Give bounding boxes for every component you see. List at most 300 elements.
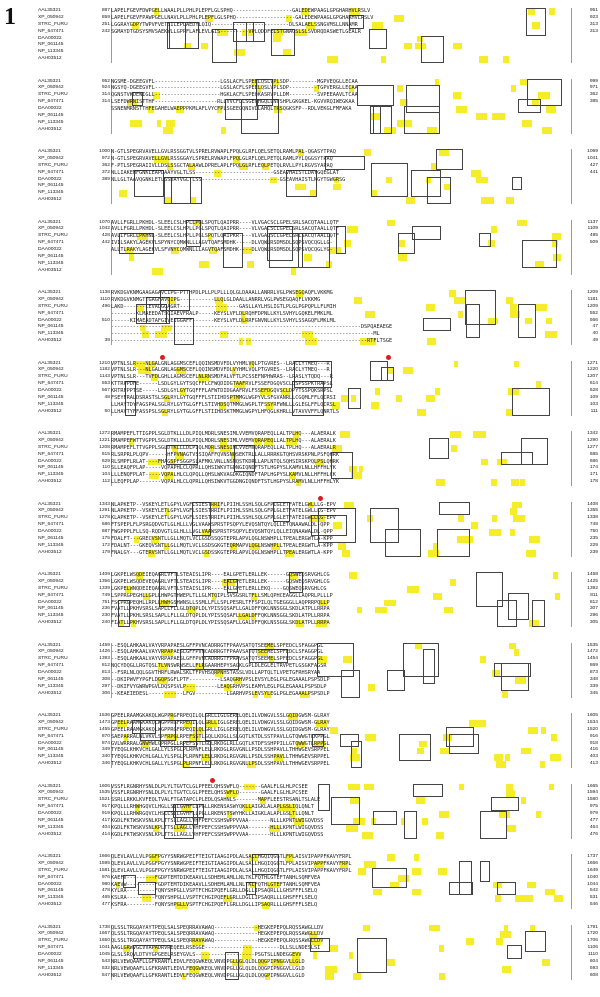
start-position: 175 bbox=[101, 535, 110, 541]
start-position: 1606 bbox=[99, 783, 110, 789]
start-position-column bbox=[88, 361, 110, 416]
start-position: 1650 bbox=[99, 938, 110, 944]
sequence-id-column bbox=[38, 502, 94, 557]
sequence-row: ------------------------------------------------------------------------------------ML bbox=[111, 331, 380, 338]
sequence-id: NP_061145 bbox=[38, 112, 64, 118]
sequence-column bbox=[111, 8, 571, 63]
sequence-row: LSEFDWRNISTTHF--------------------RLLVVCFLLSGEGHGQLLNVSHPLGKGKEL-KGVVRQIWEGKAA bbox=[111, 99, 355, 106]
sequence-id: NP_647471 bbox=[38, 733, 64, 739]
alignment-block bbox=[0, 431, 600, 486]
end-position: 49 bbox=[592, 338, 598, 344]
end-position: 1209 bbox=[587, 290, 598, 295]
sequence-id: NP_647471 bbox=[38, 592, 64, 598]
sequence-id: NP_113345 bbox=[38, 119, 64, 125]
end-position: 1706 bbox=[587, 938, 598, 944]
sequence-column bbox=[111, 361, 571, 416]
sequence-row bbox=[111, 190, 571, 197]
end-position: 604 bbox=[589, 958, 598, 964]
start-position: 1045 bbox=[99, 952, 110, 958]
sequence-row: NRLVEWQAAFLLGFKRANTLEDVLFEQGWKEQLVNVDPGLLGLQLDLQQGPIPNGGVLLGLD bbox=[111, 965, 305, 972]
end-position: 1520 bbox=[587, 726, 598, 732]
sequence-id: NP_647471 bbox=[38, 451, 64, 457]
sequence-row: KGDLFKTWSKVSNLKPLTTSLLAGLLVHFPEFCSSHSWPPVVAA-------HLLLKPNTLWIGQVDSS bbox=[111, 831, 324, 838]
end-position bbox=[574, 120, 598, 127]
sequence-id: NP_647471 bbox=[38, 310, 64, 316]
end-position: 1044 bbox=[587, 881, 598, 887]
end-position: 628 bbox=[589, 388, 598, 394]
sequence-column bbox=[111, 431, 571, 486]
sequence-id: STRC_FURU bbox=[38, 726, 68, 732]
sequence-id: NP_061145 bbox=[38, 606, 64, 612]
alignment-block bbox=[0, 854, 600, 909]
start-position: 629 bbox=[101, 458, 110, 464]
end-position bbox=[574, 49, 598, 56]
start-position bbox=[88, 49, 110, 56]
end-position bbox=[574, 36, 598, 43]
end-position bbox=[574, 56, 598, 63]
block-guide-line bbox=[571, 784, 572, 839]
sequence-row: FNALGY---GTERVSNTLLGLLMQTLVCLGSDSSKGTEPRLAPVLQGLNSWHPLLTPEALERGWTLA-KPP bbox=[111, 549, 333, 556]
end-position: 1665 bbox=[587, 783, 598, 789]
block-guide-line bbox=[571, 149, 572, 204]
end-position: 686 bbox=[589, 458, 598, 464]
sequence-row: KPQLLLRHWHGQVCLHGLLSLLGVHFLLPGLLRKENSASWYQKLLAIGKLALAPLGSLIQLQNLT bbox=[111, 804, 315, 811]
end-position: 748 bbox=[589, 522, 598, 528]
sequence-row: SAEPARRALWLVKVLSPFRPGLRPEFSSTLGQLLKDGLLSLGQTLKTDLSSTPAVLLGTQWWGTLKPPGL bbox=[111, 733, 330, 740]
block-guide-line bbox=[571, 79, 572, 134]
block-guide-line bbox=[571, 290, 572, 345]
sequence-id: AAL35321 bbox=[38, 8, 61, 13]
sequence-row: GPEELRAAMGKAKQLWGPPRGFRPEQILQLGRLLIGLGERELQELILVDWGVLSSLGQIDGWSM-GLRAY bbox=[111, 719, 330, 726]
end-position: 979 bbox=[589, 811, 598, 817]
sequence-id-column bbox=[38, 220, 94, 275]
start-position bbox=[88, 190, 110, 197]
sequence-row: NQCYDQGLLRGTQSLTLVNSWRNSELLFLRGAARHEPYSAGKLGPLDLEGLELTRVPETLGSGKFAGSR bbox=[111, 663, 327, 670]
start-position: 314 bbox=[101, 99, 110, 105]
end-position: 307 bbox=[589, 606, 598, 612]
sequence-id: AAH03512 bbox=[38, 972, 62, 978]
sequence-row: NRLVEWQAAFLLGFKRANTLEDVLFEQGWKEQLVNVDPGLLGLQLDLQQGPIPNGGVLLGLD bbox=[111, 958, 305, 965]
start-position: 1278 bbox=[99, 515, 110, 521]
end-position: 1425 bbox=[587, 578, 598, 584]
alignment-block bbox=[0, 502, 600, 557]
sequence-id: STRC_FURU bbox=[38, 797, 68, 803]
end-position-column bbox=[574, 220, 598, 275]
start-position bbox=[88, 254, 110, 261]
sequence-id: AAL35321 bbox=[38, 78, 61, 84]
sequence-row: QGNSTVKDEWIGLL---------------------HGKLACFLSPEQKASRVPLLDM---------SVPEEAAVLTCAA bbox=[111, 92, 358, 99]
end-position: 542 bbox=[589, 888, 598, 894]
sequence-id: NP_061145 bbox=[38, 42, 64, 48]
sequence-id: STRC_FURU bbox=[38, 21, 68, 27]
sequence-id: NP_113345 bbox=[38, 260, 64, 266]
end-position bbox=[574, 42, 598, 49]
sequence-row: QLSSLTRGQAYAYTPEQLSALSPEQRRAVAWAQ--------------HEGKEPEPQLRQSSAWGLLDV bbox=[111, 931, 324, 938]
sequence-id: DAA00022 bbox=[38, 388, 62, 394]
sequence-row bbox=[111, 254, 571, 261]
start-position: 952 bbox=[101, 78, 110, 84]
sequence-row: --ESQLAHKAALVAYVRPAPAESLGFFPVNCADRRGTFPAAVSATQTSEEMELSPFEDCLSFAGGPGL bbox=[111, 642, 324, 649]
sequence-id: AAH03512 bbox=[38, 761, 62, 767]
alignment-block bbox=[0, 149, 600, 204]
start-position: 1070 bbox=[99, 219, 110, 225]
sequence-column bbox=[111, 854, 571, 909]
end-position bbox=[574, 177, 598, 184]
start-position: 1666 bbox=[99, 854, 110, 859]
sequence-row bbox=[111, 268, 571, 275]
start-position: 1110 bbox=[99, 296, 110, 302]
sequence-row: FVATLLPKHLSRSLSAPLLFLLGLDTQPLDLYPISSQSAFLLGALDFFQKLNNSGGLSKDLATPLLRRPA bbox=[111, 613, 330, 620]
sequence-id-column bbox=[38, 854, 94, 909]
sequence-id: NP_113345 bbox=[38, 613, 64, 619]
start-position bbox=[88, 331, 110, 338]
sequence-row bbox=[111, 183, 571, 190]
end-position: 239 bbox=[589, 549, 598, 555]
end-position: 1109 bbox=[587, 226, 598, 232]
sequence-row: KYLRA---------FQNYSHPGLLVSPTFCHGIPQEFLGRLLDGLLIPSAQRLLLGHSFFFLSELQ bbox=[111, 888, 318, 895]
end-position: 305 bbox=[589, 620, 598, 626]
sequence-id-column bbox=[38, 925, 94, 980]
start-position: 1221 bbox=[99, 437, 110, 443]
end-position: 1040 bbox=[587, 874, 598, 880]
sequence-id: STRC_FURU bbox=[38, 162, 68, 168]
end-position: 348 bbox=[589, 676, 598, 682]
sequence-id: NP_647471 bbox=[38, 28, 64, 34]
end-position: 1791 bbox=[587, 924, 598, 930]
cysteine-marker-dot bbox=[210, 778, 215, 783]
sequence-id: AAH03512 bbox=[38, 338, 62, 344]
sequence-id: STRC_FURU bbox=[38, 515, 68, 521]
end-position-column bbox=[574, 854, 598, 909]
sequence-id: NP_061145 bbox=[38, 535, 64, 541]
sequence-id: XP_050942 bbox=[38, 437, 64, 443]
end-position: 174 bbox=[589, 465, 598, 471]
end-position: 427 bbox=[589, 162, 598, 168]
start-position-column bbox=[88, 572, 110, 627]
start-position: 1667 bbox=[99, 931, 110, 937]
sequence-id: NP_113345 bbox=[38, 824, 64, 830]
start-position bbox=[88, 324, 110, 331]
sequence-id: NP_061145 bbox=[38, 253, 64, 259]
sequence-row: SGMAYDTGDSYSMVSAEKWLLGPPFLAFLEVLGIS---------VPLQDDFELSTGNAGSLSLSVDRQDASWETLGEALR bbox=[111, 28, 361, 35]
end-position: 477 bbox=[589, 817, 598, 823]
sequence-row: LLEQFPLAP-------VQPALHLCLQPRLLQHSIWKVTGGDNGIQNDFTSTLHGPYSLRAMVLNLLHFFHLYK bbox=[111, 479, 339, 486]
end-position: 416 bbox=[589, 747, 598, 753]
end-position bbox=[574, 268, 598, 275]
sequence-id: STRC_FURU bbox=[38, 233, 68, 239]
sequence-row: F-PTLSPEGRAIIVLLDSLSSGCTALAAWLDPRELAPLFPQLGLRFLEQLPETQLRVLLPYLRGVSYAPAQ bbox=[111, 162, 333, 169]
sequence-row: RLSMPFLRLAT----FHAGSPFSGGPSLAFMKLVNLLNSNQSTKDRLLAPLNTQLSQHSIRSKPQLPSLQHRK bbox=[111, 458, 339, 465]
end-position: 103 bbox=[589, 401, 598, 407]
start-position: 346 bbox=[101, 761, 110, 767]
end-position: 413 bbox=[589, 761, 598, 767]
sequence-id: NP_647471 bbox=[38, 99, 64, 105]
end-position: 1534 bbox=[587, 719, 598, 725]
end-position: 1594 bbox=[587, 790, 598, 796]
start-position: 442 bbox=[101, 240, 110, 246]
sequence-row: LGGRAYGDPYTWPVFVETSILEPLAEDYLQIQ-------------------------DLSALAELSSNGVMSLLNNAMR bbox=[111, 21, 358, 28]
alignment-block bbox=[0, 925, 600, 980]
sequence-id: AAH03512 bbox=[38, 902, 62, 908]
start-position: 813 bbox=[101, 670, 110, 676]
start-position: 50 bbox=[104, 408, 110, 414]
start-position: 1339 bbox=[99, 585, 110, 591]
sequence-row: --KEAEIEDESL-----------LFGV----------LGARHVPSLEVSYLEGLPGLEGAAALPSPSDLP bbox=[111, 690, 330, 697]
sequence-id: AAL35321 bbox=[38, 572, 61, 577]
sequence-id-column bbox=[38, 8, 94, 63]
sequence-row: N-GTLSPEGRVAVELLGVLRSSGGTVLSPRELRVWAPLFPQLGLRFLQELSETQLRAMLPAL-QGASYTPAQ bbox=[111, 149, 336, 155]
start-position: 1473 bbox=[99, 719, 110, 725]
sequence-id: NP_113345 bbox=[38, 895, 64, 901]
sequence-id-column bbox=[38, 79, 94, 134]
sequence-row bbox=[111, 197, 571, 204]
end-position: 385 bbox=[589, 99, 598, 105]
sequence-row: --ESQLAHKAALVAYVRPAPAESLGFFPVNCADRRGTFPAAVSATQTSEEMELSPFEDCLSFAGGPGL bbox=[111, 656, 324, 663]
end-position: 313 bbox=[589, 21, 598, 27]
sequence-row: GPEELRAAMGKAKQLWGPPRGFRPEQILQLGRLLIGLGERELQELILVDWGVLSSLGQIDGWSM-GLRAY bbox=[111, 713, 330, 719]
end-position: 111 bbox=[590, 408, 598, 414]
start-position-column bbox=[88, 713, 110, 768]
start-position: 372 bbox=[101, 169, 110, 175]
sequence-row: --------KLMAEEDATSGIAEVFRALP-----KEYSLVFLDLRQHFDPNLLKYLSVHYLGQKELFMKLML bbox=[111, 310, 333, 317]
sequence-id-column bbox=[38, 361, 94, 416]
start-position-column bbox=[88, 854, 110, 909]
start-position: 615 bbox=[101, 451, 110, 457]
sequence-id: AAL35321 bbox=[38, 219, 61, 225]
start-position: 1595 bbox=[99, 860, 110, 866]
sequence-row: ALLTLRAKYLAGEKVLSFVNYCQMWNLLLAGVTQAFSMDHK----DLVQWLRSDMSDLSQPSVQCQGLYG- bbox=[111, 247, 333, 254]
sequence-id: NP_113345 bbox=[38, 683, 64, 689]
end-position: 1181 bbox=[587, 296, 598, 302]
sequence-row: --------------------------------------------------------------------------------DSPQAEAEGE bbox=[111, 324, 393, 331]
start-position: 1000 bbox=[99, 149, 110, 154]
start-position: 1143 bbox=[99, 374, 110, 380]
start-position: 48 bbox=[104, 394, 110, 400]
sequence-row: FDALNT---GKEQVSNTLLGLLMQTLVCLGSDSGKGTEQRMAPVLQGLNSWHPLLTPEALERGWTLA-KPP bbox=[111, 542, 333, 549]
sequence-id: AAL35321 bbox=[38, 149, 61, 154]
sequence-row: KRTRFPPTSE-----LSDLGYLGYTGQFFFLAFWTDIDGAAFRVLFSSEFDGQVSCLDPYTSSPQKSRPSL bbox=[111, 388, 333, 395]
sequence-id: XP_050942 bbox=[38, 296, 64, 302]
sequence-id: STRC_FURU bbox=[38, 938, 68, 944]
sequence-row: RVKDGVKNMGTTGAGFAVCIPG-----------LLQLGLDAALLANRRLVGLPWSEGQAQFLVKKMG bbox=[111, 296, 321, 303]
sequence-id: AAH03512 bbox=[38, 126, 62, 132]
alignment-block bbox=[0, 713, 600, 768]
sequence-id: AAH03512 bbox=[38, 690, 62, 696]
sequence-row: ----------------------------------------------------------------------------------RTFLTSGE bbox=[111, 338, 393, 345]
sequence-id: NP_061145 bbox=[38, 394, 64, 400]
sequence-row: KAEFV---------FGDPTEMTDIKEAAVLLSDHEMLAMLLNLTKLFQTHLGTEFTANHLSQMFVEA bbox=[111, 874, 321, 881]
sequence-column bbox=[111, 79, 571, 134]
alignment-block bbox=[0, 361, 600, 416]
sequence-id: XP_050942 bbox=[38, 790, 64, 796]
sequence-id-column bbox=[38, 290, 94, 345]
block-guide-line bbox=[571, 713, 572, 768]
sequence-column bbox=[111, 784, 571, 839]
block-guide-line bbox=[571, 361, 572, 416]
sequence-row: QLEVLAVLLVLPGGFPGYYSNRWGPEIFTEIGTIAAGIPDLALSALLHGQIQGGTLFPLAISVIPAPPFKAVYFRPL bbox=[111, 867, 352, 874]
sequence-id: XP_050942 bbox=[38, 860, 64, 866]
sequence-row: NLLGLTAAVQGNKLETLSSDAYVGLTLSS-------------------------GSEAVHAISTLNGYTGWGRSG bbox=[111, 176, 346, 183]
alignment-block bbox=[0, 290, 600, 345]
sequence-id: XP_050942 bbox=[38, 85, 64, 91]
start-position: 812 bbox=[101, 663, 110, 669]
end-position: 1355 bbox=[587, 508, 598, 514]
end-position: 1472 bbox=[587, 649, 598, 655]
sequence-row bbox=[111, 127, 571, 134]
end-position: 1137 bbox=[587, 219, 598, 225]
sequence-id: XP_050942 bbox=[38, 719, 64, 725]
alignment-block bbox=[0, 79, 600, 134]
end-position: 403 bbox=[589, 754, 598, 760]
start-position: 751 bbox=[101, 599, 110, 605]
end-position-column bbox=[574, 149, 598, 204]
start-position-column bbox=[88, 431, 110, 486]
sequence-id: STRC_FURU bbox=[38, 867, 68, 873]
sequence-row bbox=[111, 120, 571, 127]
end-position: 1458 bbox=[587, 572, 598, 577]
sequence-id-column bbox=[38, 149, 94, 204]
start-position-column bbox=[88, 502, 110, 557]
sequence-id: NP_061145 bbox=[38, 324, 64, 330]
start-position: 687 bbox=[101, 529, 110, 535]
cysteine-marker-dot bbox=[386, 355, 391, 360]
sequence-id: NP_061145 bbox=[38, 888, 64, 894]
sequence-row: SSNENMRNSTTHFEGAHELWAEPPPKMLAFLVYCFPLSGEEGQNIVDLAHQLTRSQGKSFP--RDLVEKGLFMFAKA bbox=[111, 106, 352, 113]
sequence-row: FVATLLPKHVSRSLSAPLLFLLGLDTQPLDLYPISSQSAFLLGALDFFQKLNNSGGLSKDLATPLLRRPA bbox=[111, 606, 330, 613]
start-position: 340 bbox=[101, 754, 110, 760]
sequence-row bbox=[111, 49, 571, 56]
start-position: 924 bbox=[101, 85, 110, 91]
start-position: 389 bbox=[101, 176, 110, 182]
start-position-column bbox=[88, 220, 110, 275]
sequence-id: NP_647471 bbox=[38, 804, 64, 810]
sequence-id: NP_647471 bbox=[38, 240, 64, 246]
end-position: 546 bbox=[589, 902, 598, 908]
panel-label: 1 bbox=[4, 4, 16, 30]
start-position: 308 bbox=[101, 676, 110, 682]
sequence-row: GPEELRAAMGKAKQLWGPPRGFRPEQILQLGRLLIGLGERELQELILVDWGVLSSLGQIDGWSM-GLRAY bbox=[111, 726, 330, 733]
sequence-row: NGSME-DGEEGVFL---------------------LGSLACFLSPEELQSLVPLSDP---------MGPVEQGLLECAA bbox=[111, 78, 358, 85]
sequence-id: XP_050942 bbox=[38, 508, 64, 514]
end-position-column bbox=[574, 643, 598, 698]
sequence-row: LGKPELWSQDEIEQAGRLVFTLSTEAISLIPR----EALGPETLERLLEK------GQSWEQSRVGHLCG bbox=[111, 572, 330, 578]
sequence-row: N-GTLSPEGRVAVELLGVLRSSGGAYLSPRELRVWAPLFPQLGLRFLQELPETQLRAMLPYLQGGSYTPAQ bbox=[111, 155, 333, 162]
sequence-row bbox=[111, 36, 571, 43]
start-position: 1208 bbox=[99, 444, 110, 450]
sequence-id: AAH03512 bbox=[38, 549, 62, 555]
start-position: 1210 bbox=[99, 360, 110, 366]
sequence-row: VPTNLSLR---TVFDLGHLLAGMSCEFLNLRNSMDFALVFTLPCSSEFNPHWRAS--LRASLYTQDQ---R bbox=[111, 374, 333, 381]
sequence-id: NP_647471 bbox=[38, 522, 64, 528]
block-guide-line bbox=[571, 431, 572, 486]
sequence-row: LAPELFGEVFDWPGELLWAALPLLPHLPLEPFLGLSPHQ-------------------GALEDEWPAAGLGPGHARHVLRSLV bbox=[111, 8, 371, 14]
end-position bbox=[574, 113, 598, 120]
start-position: 917 bbox=[101, 804, 110, 810]
sequence-row: VPTNLSLR---NLGALGNLAGGMSCEFLQQINSMDVFDLVYHMLVQLPTGVRES--LRACLYTMEQ---R bbox=[111, 360, 330, 367]
start-position: 686 bbox=[101, 522, 110, 528]
sequence-id-column bbox=[38, 784, 94, 839]
sequence-id: XP_050942 bbox=[38, 14, 64, 20]
sequence-id: DAA00022 bbox=[38, 247, 62, 253]
sequence-row: KSFRA---------FQNYSHPGLLVSPTFCHGIPQEFLGRLLDGLLIPSAQRLLLGHSFFFLSELQ bbox=[111, 902, 318, 909]
end-position: 339 bbox=[589, 683, 598, 689]
end-position: 869 bbox=[589, 663, 598, 669]
sequence-id: NP_113345 bbox=[38, 542, 64, 548]
end-position: 1605 bbox=[587, 713, 598, 718]
sequence-row bbox=[111, 42, 571, 49]
start-position: 496 bbox=[101, 303, 110, 309]
sequence-id: AAH03512 bbox=[38, 620, 62, 626]
start-position bbox=[88, 120, 110, 127]
sequence-id: XP_050942 bbox=[38, 578, 64, 584]
end-position-column bbox=[574, 290, 598, 345]
sequence-column bbox=[111, 290, 571, 345]
end-position: 608 bbox=[589, 972, 598, 978]
start-position: 1356 bbox=[99, 578, 110, 584]
start-position bbox=[88, 113, 110, 120]
sequence-id: XP_050942 bbox=[38, 226, 64, 232]
sequence-column bbox=[111, 925, 571, 980]
end-position: 918 bbox=[589, 740, 598, 746]
end-position: 1110 bbox=[587, 952, 598, 958]
sequence-id: NP_113345 bbox=[38, 754, 64, 760]
sequence-row: NLAPKETP--VSKEYLETLGPYLVGFLSIESTRRIFLPIIHLSSHLSQLGFPLGLETFATELGWLLLG-EPV bbox=[111, 501, 336, 508]
end-position: 566 bbox=[589, 317, 598, 323]
start-position: 1536 bbox=[99, 713, 110, 718]
end-position: 1535 bbox=[587, 642, 598, 648]
start-position: 478 bbox=[101, 888, 110, 894]
sequence-id: DAA00022 bbox=[38, 317, 62, 323]
start-position: 314 bbox=[101, 92, 110, 98]
sequence-column bbox=[111, 643, 571, 698]
start-position: 749 bbox=[101, 592, 110, 598]
start-position: 547 bbox=[101, 972, 110, 978]
sequence-id: NP_061145 bbox=[38, 465, 64, 471]
sequence-id: NP_113345 bbox=[38, 472, 64, 478]
end-position bbox=[574, 183, 598, 190]
sequence-row: KGDLFKTWSKVSNLKPLTTSLLAGLLVHFPEFCSSHSWPPVVAA-------HLLLKPNTLWIGQVDSS bbox=[111, 824, 324, 831]
end-position: 296 bbox=[589, 613, 598, 619]
sequence-id: NP_061145 bbox=[38, 958, 64, 964]
sequence-id: AAL35321 bbox=[38, 642, 61, 648]
sequence-row: AVLLFGRLLPKHDL-SLEELCSLHPLLPGLSPQTLQAIPRR----VLVGACSCLGPELSRLSACQTAALLQTF bbox=[111, 226, 339, 233]
start-position: 1426 bbox=[99, 649, 110, 655]
sequence-id: NP_113345 bbox=[38, 49, 64, 55]
start-position: 567 bbox=[101, 388, 110, 394]
end-position: 614 bbox=[589, 381, 598, 387]
end-position: 873 bbox=[589, 670, 598, 676]
sequence-row: GVLWRRRALGNWHWLGPRPGLLRPEFSSTLGLLRKDGLRLLGQTLKTDFSSHPPILLGTQWWGTLRPPGL bbox=[111, 740, 330, 747]
start-position bbox=[88, 127, 110, 134]
sequence-row: QLSSLTRGQAYAYTPEQLSALSPEQRRAVAWAQ--------------HEGKEPEPQLRQSSAWGLLDV bbox=[111, 938, 324, 945]
sequence-id: AAL35321 bbox=[38, 290, 61, 295]
sequence-row: FWGPPPLFLLSQ-RQDVGTLGLHLLLVGLVAAWSPRSTPSQPYLEVQSNTQYLQLLEIQNAAWALDL-QPP bbox=[111, 529, 333, 536]
end-position: 1649 bbox=[587, 867, 598, 873]
sequence-id: STRC_FURU bbox=[38, 585, 68, 591]
sequence-id: DAA00022 bbox=[38, 458, 62, 464]
sequence-id: AAH03512 bbox=[38, 408, 62, 414]
end-position: 345 bbox=[589, 690, 598, 696]
sequence-row: --DKIPWVFYPGFLDGQPSGFLPTF----------LSAQGRHVPSLEVSYLEGLPGLEGAAALPSPSDLP bbox=[111, 676, 330, 683]
sequence-row bbox=[111, 261, 571, 268]
sequence-id: AAL35321 bbox=[38, 360, 61, 366]
start-position: 112 bbox=[102, 479, 110, 485]
alignment-block bbox=[0, 8, 600, 63]
start-position: 1291 bbox=[99, 508, 110, 514]
sequence-id: DAA00022 bbox=[38, 670, 62, 676]
sequence-id: AAL35321 bbox=[38, 854, 61, 859]
start-position: 874 bbox=[101, 740, 110, 746]
